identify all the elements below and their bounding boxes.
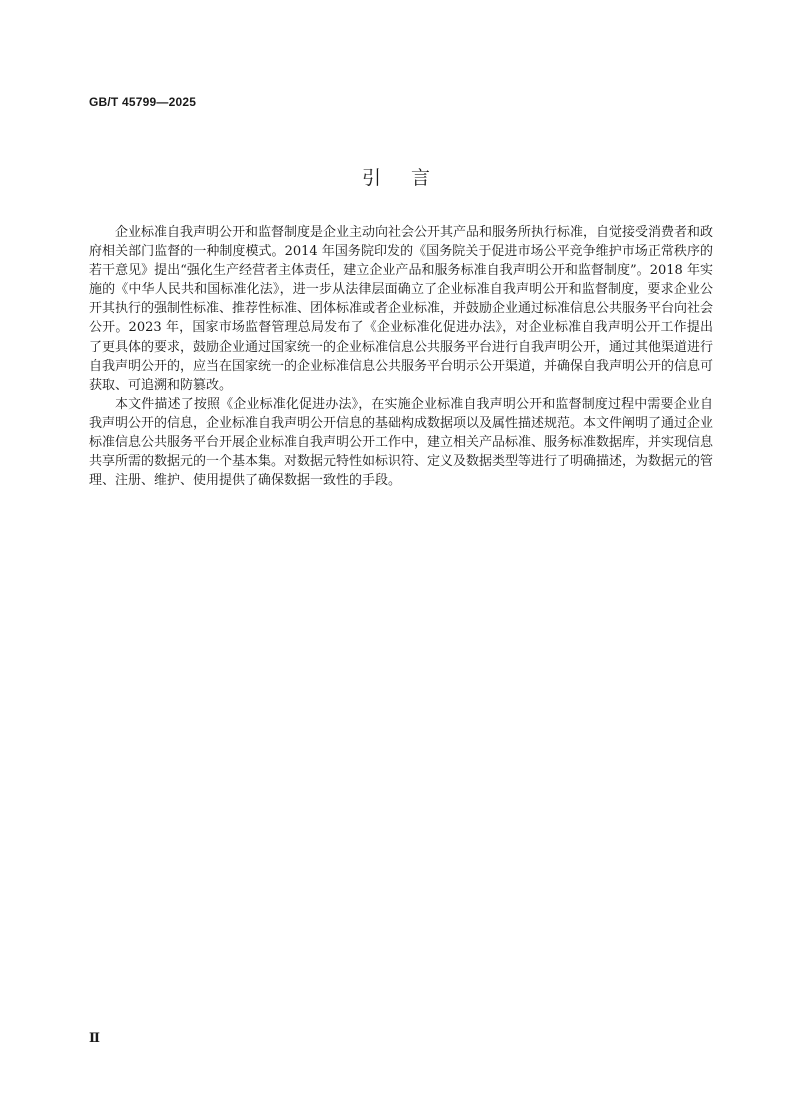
standard-code: GB/T 45799—2025 [89,95,197,109]
paragraph: 企业标准自我声明公开和监督制度是企业主动向社会公开其产品和服务所执行标准，自觉接受消费者和政府相关部门监督的一种制度模式。2014 年国务院印发的《国务院关于促进市场公平竞争维护市场正常秩序的若干意见》提出“强化生产经营者主体责任，建立企业产品和服务标准自我声明公开和监督制度”。2018 年实施的《中华人民共和国标准化法》，进一步从法律层面确立了企业标准自我声明公开和监督制度，要求企业公开其执行的强制性标准、推荐性标准、团体标准或者企业标准，并鼓励企业通过标准信息公共服务平台向社会公开。2023 年，国家市场监督管理总局发布了《企业标准化促进办法》，对企业标准自我声明公开工作提出了更具体的要求，鼓励企业通过国家统一的企业标准信息公共服务平台进行自我声明公开，通过其他渠道进行自我声明公开的，应当在国家统一的企业标准信息公共服务平台明示公开渠道，并确保自我声明公开的信息可获取、可追溯和防篡改。 [89,225,714,393]
paragraph: 本文件描述了按照《企业标准化促进办法》，在实施企业标准自我声明公开和监督制度过程中需要企业自我声明公开的信息，企业标准自我声明公开信息的基础构成数据项以及属性描述规范。本文件阐明了通过企业标准信息公共服务平台开展企业标准自我声明公开工作中，建立相关产品标准、服务标准数据库，并实现信息共享所需的数据元的一个基本集。对数据元特性如标识符、定义及数据类型等进行了明确描述，为数据元的管理、注册、维护、使用提供了确保数据一致性的手段。 [89,396,714,489]
section-title: 引言 [361,167,460,189]
body-text [89,223,713,490]
page-number: Ⅱ [89,1030,100,1045]
